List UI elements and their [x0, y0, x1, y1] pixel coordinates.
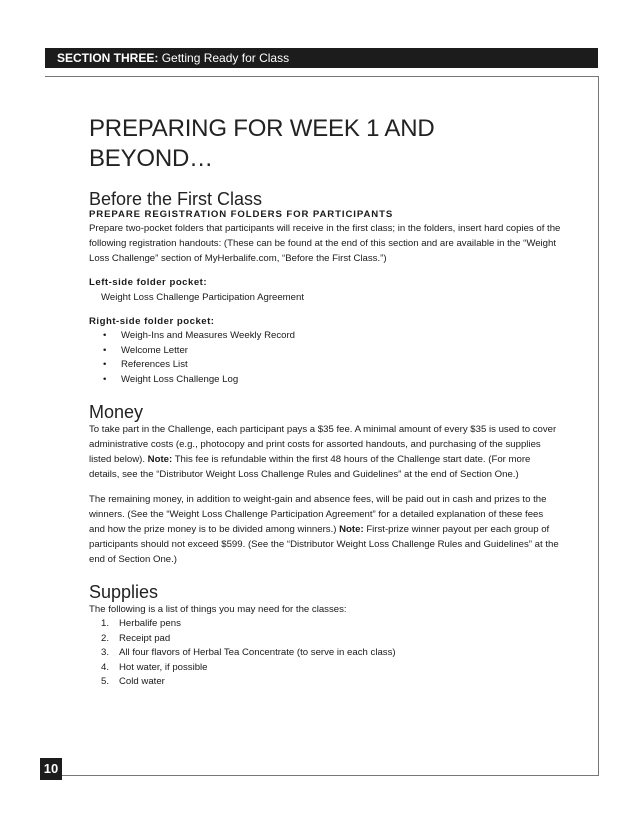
- section-header-bar: [45, 48, 598, 68]
- heading-before-first-class: Before the First Class: [89, 189, 263, 209]
- money-paragraph-1: To take part in the Challenge, each participant pays a $35 fee. A minimal amount of every $35 is used to cover administrative costs (e.g., photocopy and print costs for assorted handouts, and purchasing of the supplies listed below). Note: This fee is refundable within the first 48 hours of the Challenge start date. (For more details, see the “Distributor Weight Loss Challenge Rules and Guidelines” at the end of Section One.): [89, 424, 557, 480]
- page-content: [89, 114, 561, 690]
- list-item: 1. Herbalife pens: [101, 618, 181, 629]
- left-pocket-label: Left-side folder pocket:: [89, 277, 208, 288]
- list-item: 3. All four flavors of Herbal Tea Concentrate (to serve in each class): [101, 647, 396, 658]
- frame-right-rule: [598, 76, 599, 775]
- registration-intro: Prepare two-pocket folders that participants will receive in the first class; in the folders, insert hard copies of the following registration handouts: (These can be found at the end of this section and are available in the “Weight Loss Challenge” section of MyHerbalife.com, “Before the First Class.”): [89, 223, 561, 264]
- list-item: 4. Hot water, if possible: [101, 661, 208, 673]
- section-label: SECTION THREE:: [57, 51, 159, 65]
- section-title: Getting Ready for Class: [161, 51, 290, 65]
- list-item: • Weight Loss Challenge Log: [103, 373, 239, 385]
- frame-top-rule: [45, 76, 598, 77]
- list-item: • References List: [103, 359, 188, 370]
- page-title: PREPARING FOR WEEK 1 AND BEYOND…: [89, 115, 435, 172]
- right-pocket-list: [89, 329, 561, 387]
- frame-bottom-rule: [62, 775, 599, 776]
- heading-money: Money: [89, 402, 144, 422]
- list-item: • Weigh-Ins and Measures Weekly Record: [103, 330, 296, 341]
- left-pocket-item: Weight Loss Challenge Participation Agreement: [101, 292, 305, 303]
- list-item: 5. Cold water: [101, 676, 165, 687]
- money-paragraph-2: The remaining money, in addition to weight-gain and absence fees, will be paid out in cash and prizes to the winners. (See the “Weight Loss Challenge Participation Agreement” for a detailed explanation of these fees and how the prize money is to be divided among winners.) Note: First-prize winner payout per each group of participants should not exceed $599. (See the “Distributor Weight Loss Challenge Rules and Guidelines” at the end of Section One.): [89, 494, 559, 565]
- subheading-registration-folders: PREPARE REGISTRATION FOLDERS FOR PARTICIPANTS: [89, 209, 394, 220]
- list-item: 2. Receipt pad: [101, 632, 171, 644]
- heading-supplies: Supplies: [89, 582, 159, 602]
- page-number: 10: [40, 758, 62, 780]
- supplies-list: [89, 617, 561, 690]
- supplies-intro: The following is a list of things you may need for the classes:: [89, 604, 347, 615]
- list-item: • Welcome Letter: [103, 344, 189, 356]
- right-pocket-label: Right-side folder pocket:: [89, 316, 215, 327]
